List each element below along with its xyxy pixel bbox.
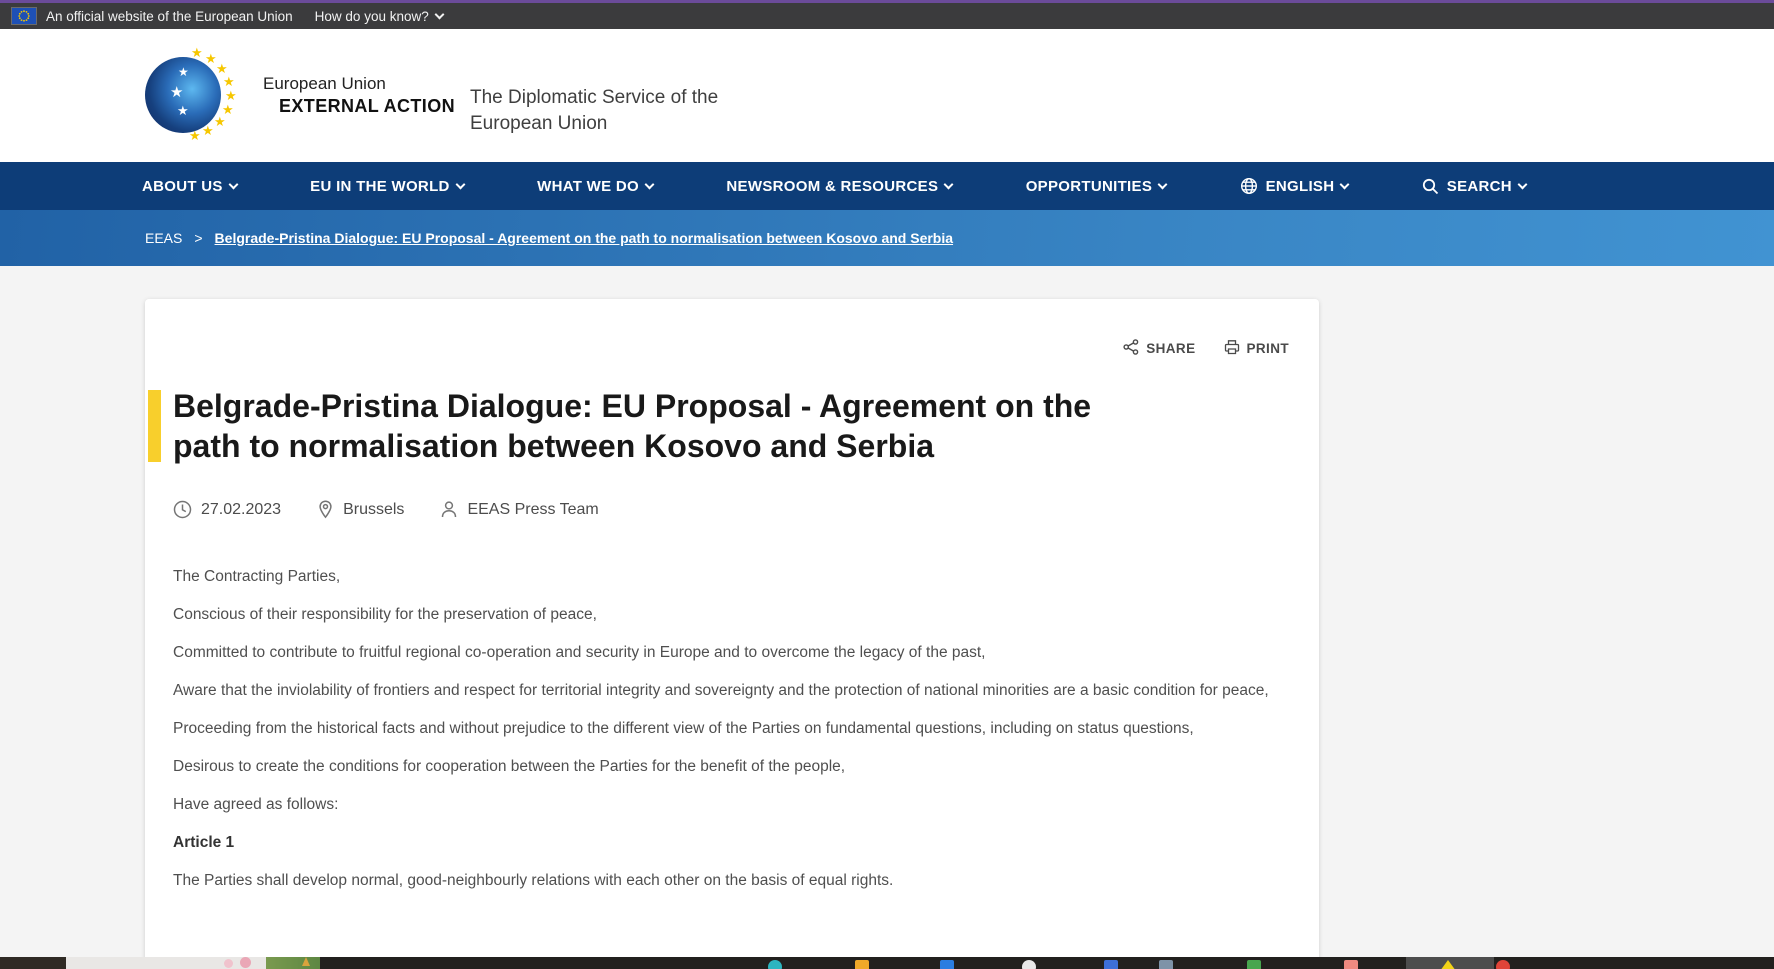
taskbar-app-icon[interactable] bbox=[1440, 960, 1456, 969]
chevron-down-icon bbox=[228, 179, 238, 189]
meta-author: EEAS Press Team bbox=[440, 500, 598, 519]
taskbar-app-icon[interactable] bbox=[1104, 960, 1118, 969]
title-block bbox=[173, 386, 1289, 466]
logo-title: European Union bbox=[263, 74, 386, 93]
thumbnail-detail bbox=[302, 957, 310, 966]
nav-item-opportunities[interactable]: OPPORTUNITIES bbox=[1026, 178, 1166, 195]
main-navigation bbox=[0, 162, 1774, 210]
page-title: Belgrade-Pristina Dialogue: EU Proposal - Agreement on the path to normalisation between Kosovo and Serbia bbox=[173, 388, 1092, 464]
search-toggle[interactable]: SEARCH bbox=[1422, 178, 1526, 195]
meta-date: 27.02.2023 bbox=[173, 500, 281, 519]
article-actions bbox=[173, 339, 1289, 358]
thumbnail-image bbox=[266, 957, 320, 969]
meta-location: Brussels bbox=[317, 500, 404, 519]
chevron-down-icon bbox=[455, 179, 465, 189]
location-pin-icon bbox=[317, 500, 334, 519]
paragraph: Committed to contribute to fruitful regional co-operation and security in Europe and to overcome the legacy of the past, bbox=[173, 644, 986, 661]
article-card bbox=[145, 299, 1319, 969]
clock-icon bbox=[173, 500, 192, 519]
nav-item-about-us[interactable]: ABOUT US bbox=[142, 178, 237, 195]
taskbar-app-icon[interactable] bbox=[1022, 960, 1036, 969]
paragraph: The Contracting Parties, bbox=[173, 568, 341, 585]
eu-flag-icon bbox=[12, 8, 36, 24]
share-icon bbox=[1123, 339, 1139, 358]
person-icon bbox=[440, 500, 458, 519]
paragraph: Desirous to create the conditions for cooperation between the Parties for the benefit of the people, bbox=[173, 758, 846, 775]
taskbar-app-icon[interactable] bbox=[768, 960, 782, 969]
how-do-you-know-toggle[interactable]: How do you know? bbox=[315, 9, 443, 24]
logo-subtitle: EXTERNAL ACTION bbox=[279, 96, 456, 116]
title-accent-bar bbox=[148, 390, 161, 462]
eeas-logo[interactable] bbox=[145, 45, 456, 143]
taskbar-app-icon[interactable] bbox=[855, 960, 869, 969]
nav-item-newsroom-resources[interactable]: NEWSROOM & RESOURCES bbox=[726, 178, 952, 195]
logo-wordmark bbox=[263, 73, 455, 117]
official-website-text: An official website of the European Union bbox=[46, 8, 293, 24]
paragraph: Aware that the inviolability of frontiers and respect for territorial integrity and sovereignty and the protection of national minorities are a basic condition for peace, bbox=[173, 682, 1269, 699]
taskbar-window-thumbnail[interactable] bbox=[66, 957, 320, 969]
breadcrumb-link-eeas[interactable]: EEAS bbox=[145, 230, 183, 246]
share-button[interactable]: SHARE bbox=[1123, 339, 1195, 358]
chevron-down-icon bbox=[944, 179, 954, 189]
thumbnail-blob bbox=[240, 957, 251, 968]
taskbar-app-icon[interactable] bbox=[1159, 960, 1173, 969]
page-content bbox=[0, 266, 1774, 966]
os-taskbar[interactable] bbox=[0, 957, 1774, 969]
chevron-down-icon bbox=[1517, 179, 1527, 189]
paragraph: Proceeding from the historical facts and without prejudice to the different view of the Parties on fundamental questions, including on status questions, bbox=[173, 720, 1194, 737]
eu-globe-icon: ★ ★ ★ ★ ★ ★ ★ ★ ★ ★ ★ ★ bbox=[145, 57, 221, 133]
breadcrumb-separator: > bbox=[194, 230, 203, 246]
site-tagline: The Diplomatic Service of the European Union bbox=[470, 87, 719, 134]
paragraph: The Parties shall develop normal, good-neighbourly relations with each other on the basis of equal rights. bbox=[173, 872, 894, 889]
thumbnail-blob bbox=[224, 959, 233, 968]
article-meta bbox=[173, 500, 1289, 519]
chevron-down-icon bbox=[434, 9, 444, 19]
paragraph: Have agreed as follows: bbox=[173, 796, 339, 813]
taskbar-start-area[interactable] bbox=[0, 957, 66, 969]
official-eu-banner bbox=[0, 0, 1774, 29]
taskbar-app-icon[interactable] bbox=[1247, 960, 1261, 969]
chevron-down-icon bbox=[645, 179, 655, 189]
nav-item-what-we-do[interactable]: WHAT WE DO bbox=[537, 178, 653, 195]
article-heading: Article 1 bbox=[173, 834, 235, 851]
chevron-down-icon bbox=[1340, 179, 1350, 189]
globe-icon bbox=[1240, 177, 1258, 195]
chevron-down-icon bbox=[1158, 179, 1168, 189]
article-body bbox=[173, 565, 1289, 893]
taskbar-app-icon[interactable] bbox=[1496, 960, 1510, 969]
language-selector[interactable]: ENGLISH bbox=[1240, 177, 1349, 195]
taskbar-app-icon[interactable] bbox=[1344, 960, 1358, 969]
breadcrumb-link-current[interactable]: Belgrade-Pristina Dialogue: EU Proposal - Agreement on the path to normalisation between Kosovo and Serbia bbox=[214, 230, 954, 246]
taskbar-app-icon[interactable] bbox=[940, 960, 954, 969]
site-header bbox=[0, 29, 1774, 162]
print-button[interactable]: PRINT bbox=[1224, 339, 1290, 358]
breadcrumb bbox=[0, 210, 1774, 266]
print-icon bbox=[1224, 339, 1240, 358]
nav-item-eu-in-the-world[interactable]: EU IN THE WORLD bbox=[310, 178, 464, 195]
paragraph: Conscious of their responsibility for the preservation of peace, bbox=[173, 606, 597, 623]
search-icon bbox=[1422, 178, 1439, 195]
